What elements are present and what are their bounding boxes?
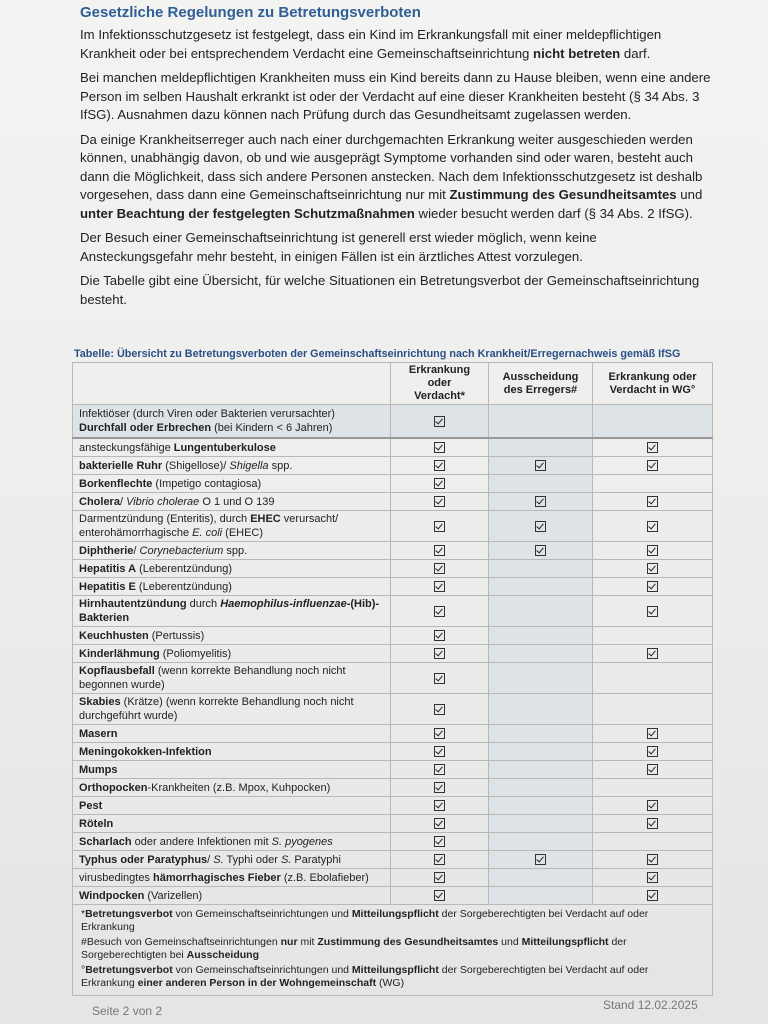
check-cell — [391, 475, 489, 493]
check-cell — [489, 833, 593, 851]
check-cell — [391, 645, 489, 663]
table-row — [73, 493, 713, 511]
footnote-2: #Besuch von Gemeinschaftseinrichtungen nur mit Zustimmung des Gesundheitsamtes und Mitteilungspflicht der Sorgeberechtigten bei Ausscheidung — [81, 936, 627, 961]
check-cell — [593, 405, 713, 439]
page-number: Seite 2 von 2 — [92, 1004, 163, 1018]
betretungsverbot-table — [72, 362, 713, 996]
checkbox-icon — [647, 442, 658, 453]
check-cell — [489, 560, 593, 578]
disease-cell: Scharlach oder andere Infektionen mit S. pyogenes — [73, 833, 391, 851]
check-cell — [489, 815, 593, 833]
check-cell — [593, 743, 713, 761]
check-cell — [593, 761, 713, 779]
checkbox-icon — [647, 563, 658, 574]
intro-text — [80, 26, 712, 315]
table-row — [73, 779, 713, 797]
checkbox-icon — [434, 818, 445, 829]
checkbox-icon — [647, 746, 658, 757]
disease-cell: Hepatitis A (Leberentzündung) — [73, 560, 391, 578]
check-cell — [391, 833, 489, 851]
checkbox-icon — [647, 496, 658, 507]
check-cell — [489, 438, 593, 457]
check-cell — [593, 457, 713, 475]
checkbox-icon — [434, 606, 445, 617]
intro-paragraph-2: Bei manchen meldepflichtigen Krankheiten muss ein Kind bereits dann zu Hause bleiben, wenn eine andere Person im selben Haushalt erkrankt ist oder der Verdacht auf eine dieser Krankheiten besteht (§ 34 Abs. 3 IfSG). Ausnahmen dazu können nach Prüfung durch das Gesundheitsamt zugelassen werden. — [80, 70, 711, 122]
check-cell — [391, 743, 489, 761]
disease-cell: Skabies (Krätze) (wenn korrekte Behandlung noch nicht durchgeführt wurde) — [73, 694, 391, 725]
disease-cell: Keuchhusten (Pertussis) — [73, 627, 391, 645]
table-row — [73, 560, 713, 578]
check-cell — [489, 511, 593, 542]
check-cell — [593, 779, 713, 797]
check-cell — [391, 725, 489, 743]
checkbox-icon — [647, 854, 658, 865]
disease-cell: Hirnhautentzündung durch Haemophilus-influenzae-(Hib)-Bakterien — [73, 596, 391, 627]
table-row — [73, 438, 713, 457]
checkbox-icon — [647, 872, 658, 883]
check-cell — [489, 725, 593, 743]
intro-paragraph-4: Der Besuch einer Gemeinschaftseinrichtung ist generell erst wieder möglich, wenn keine Ansteckungsgefahr mehr besteht, in einigen Fällen ist ein ärztliches Attest vorzulegen. — [80, 230, 597, 264]
table-row — [73, 475, 713, 493]
disease-cell: Hepatitis E (Leberentzündung) — [73, 578, 391, 596]
check-cell — [391, 887, 489, 905]
disease-cell: Borkenflechte (Impetigo contagiosa) — [73, 475, 391, 493]
disease-cell: Kinderlähmung (Poliomyelitis) — [73, 645, 391, 663]
check-cell — [489, 851, 593, 869]
footnote-3: °Betretungsverbot von Gemeinschaftseinrichtungen und Mitteilungspflicht der Sorgeberechtigten bei Verdacht auf oder Erkrankung einer anderen Person in der Wohngemeinschaft (WG) — [81, 964, 649, 989]
disease-cell: Cholera/ Vibrio cholerae O 1 und O 139 — [73, 493, 391, 511]
check-cell — [391, 596, 489, 627]
check-cell — [391, 542, 489, 560]
disease-cell: Infektiöser (durch Viren oder Bakterien verursachter) Durchfall oder Erbrechen (bei Kindern < 6 Jahren) — [73, 405, 391, 439]
check-cell — [489, 779, 593, 797]
check-cell — [593, 694, 713, 725]
check-cell — [593, 869, 713, 887]
header-verdacht-wg: Erkrankung oder Verdacht in WG° — [593, 363, 713, 405]
checkbox-icon — [434, 704, 445, 715]
checkbox-icon — [647, 818, 658, 829]
disease-cell: Meningokokken-Infektion — [73, 743, 391, 761]
intro-paragraph-3: Da einige Krankheitserreger auch nach einer durchgemachten Erkrankung weiter ausgeschieden werden können, unabhängig davon, ob und wie ausgeprägt Symptome vorhanden sind oder waren, besteht auch dann die Möglichkeit, dass sich andere Personen anstecken. Nach dem Infektionsschutzgesetz ist deshalb vorgesehen, dass dann eine Gemeinschaftseinrichtung nur mit Zustimmung des Gesundheitsamtes und unter Beachtung der festgelegten Schutzmaßnahmen wieder besucht werden darf (§ 34 Abs. 2 IfSG). — [80, 131, 703, 221]
checkbox-icon — [434, 478, 445, 489]
checkbox-icon — [434, 416, 445, 427]
check-cell — [593, 663, 713, 694]
table-row — [73, 869, 713, 887]
check-cell — [593, 511, 713, 542]
check-cell — [489, 694, 593, 725]
checkbox-icon — [647, 728, 658, 739]
intro-paragraph-1: Im Infektionsschutzgesetz ist festgelegt, dass ein Kind im Erkrankungsfall mit einer meldepflichtigen Krankheit oder bei entsprechendem Verdacht eine Gemeinschaftseinrichtung nicht betreten darf. — [80, 27, 662, 61]
check-cell — [593, 833, 713, 851]
checkbox-icon — [647, 890, 658, 901]
checkbox-icon — [434, 673, 445, 684]
check-cell — [593, 887, 713, 905]
checkbox-icon — [434, 545, 445, 556]
disease-cell: Orthopocken-Krankheiten (z.B. Mpox, Kuhpocken) — [73, 779, 391, 797]
header-empty — [73, 363, 391, 405]
check-cell — [489, 457, 593, 475]
check-cell — [489, 493, 593, 511]
checkbox-icon — [434, 836, 445, 847]
check-cell — [391, 779, 489, 797]
disease-cell: Masern — [73, 725, 391, 743]
checkbox-icon — [535, 521, 546, 532]
checkbox-icon — [647, 545, 658, 556]
check-cell — [391, 457, 489, 475]
check-cell — [391, 493, 489, 511]
check-cell — [593, 493, 713, 511]
checkbox-icon — [434, 581, 445, 592]
table-row — [73, 887, 713, 905]
check-cell — [593, 645, 713, 663]
check-cell — [391, 815, 489, 833]
check-cell — [593, 475, 713, 493]
checkbox-icon — [535, 460, 546, 471]
check-cell — [391, 627, 489, 645]
checkbox-icon — [434, 563, 445, 574]
check-cell — [489, 743, 593, 761]
checkbox-icon — [535, 545, 546, 556]
check-cell — [593, 560, 713, 578]
check-cell — [489, 542, 593, 560]
check-cell — [489, 627, 593, 645]
table-header-row — [73, 363, 713, 405]
checkbox-icon — [434, 764, 445, 775]
table-row — [73, 761, 713, 779]
check-cell — [593, 851, 713, 869]
check-cell — [391, 851, 489, 869]
checkbox-icon — [434, 746, 445, 757]
stand-date: Stand 12.02.2025 — [603, 998, 698, 1012]
check-cell — [593, 725, 713, 743]
table-row — [73, 645, 713, 663]
checkbox-icon — [647, 460, 658, 471]
table-row — [73, 725, 713, 743]
check-cell — [593, 596, 713, 627]
check-cell — [489, 663, 593, 694]
checkbox-icon — [434, 800, 445, 811]
check-cell — [593, 797, 713, 815]
disease-cell: Pest — [73, 797, 391, 815]
checkbox-icon — [535, 496, 546, 507]
check-cell — [489, 596, 593, 627]
checkbox-icon — [647, 606, 658, 617]
table-row — [73, 663, 713, 694]
checkbox-icon — [434, 872, 445, 883]
disease-cell: virusbedingtes hämorrhagisches Fieber (z.B. Ebolafieber) — [73, 869, 391, 887]
table-row — [73, 578, 713, 596]
check-cell — [391, 511, 489, 542]
table-row — [73, 596, 713, 627]
disease-cell: ansteckungsfähige Lungentuberkulose — [73, 438, 391, 457]
check-cell — [593, 438, 713, 457]
disease-cell: Kopflausbefall (wenn korrekte Behandlung noch nicht begonnen wurde) — [73, 663, 391, 694]
checkbox-icon — [647, 648, 658, 659]
table-body — [73, 405, 713, 905]
page-heading: Gesetzliche Regelungen zu Betretungsverboten — [80, 4, 421, 21]
check-cell — [489, 405, 593, 439]
disease-cell: Röteln — [73, 815, 391, 833]
check-cell — [391, 694, 489, 725]
disease-cell: bakterielle Ruhr (Shigellose)/ Shigella spp. — [73, 457, 391, 475]
disease-cell: Windpocken (Varizellen) — [73, 887, 391, 905]
check-cell — [391, 405, 489, 439]
checkbox-icon — [434, 648, 445, 659]
table-row — [73, 457, 713, 475]
check-cell — [391, 560, 489, 578]
disease-cell: Typhus oder Paratyphus/ S. Typhi oder S. Paratyphi — [73, 851, 391, 869]
check-cell — [489, 761, 593, 779]
check-cell — [593, 542, 713, 560]
header-erkrankung-verdacht: Erkrankung oder Verdacht* — [391, 363, 489, 405]
disease-cell: Diphtherie/ Corynebacterium spp. — [73, 542, 391, 560]
check-cell — [391, 578, 489, 596]
checkbox-icon — [647, 521, 658, 532]
checkbox-icon — [434, 630, 445, 641]
checkbox-icon — [647, 800, 658, 811]
table-caption: Tabelle: Übersicht zu Betretungsverboten der Gemeinschaftseinrichtung nach Krankheit/Erregernachweis gemäß IfSG — [74, 348, 681, 360]
disease-cell: Darmentzündung (Enteritis), durch EHEC verursacht/ enterohämorrhagische E. coli (EHEC) — [73, 511, 391, 542]
check-cell — [391, 761, 489, 779]
checkbox-icon — [434, 442, 445, 453]
table-row — [73, 694, 713, 725]
checkbox-icon — [434, 496, 445, 507]
checkbox-icon — [647, 581, 658, 592]
checkbox-icon — [434, 854, 445, 865]
check-cell — [391, 869, 489, 887]
checkbox-icon — [434, 890, 445, 901]
header-ausscheidung: Ausscheidung des Erregers# — [489, 363, 593, 405]
footnotes — [73, 905, 713, 996]
table-row — [73, 833, 713, 851]
check-cell — [391, 438, 489, 457]
checkbox-icon — [535, 854, 546, 865]
table-row — [73, 743, 713, 761]
disease-cell: Mumps — [73, 761, 391, 779]
table-row — [73, 815, 713, 833]
check-cell — [489, 475, 593, 493]
checkbox-icon — [434, 728, 445, 739]
check-cell — [489, 887, 593, 905]
checkbox-icon — [434, 782, 445, 793]
check-cell — [489, 869, 593, 887]
table-row — [73, 627, 713, 645]
table-row — [73, 405, 713, 439]
check-cell — [489, 578, 593, 596]
check-cell — [391, 797, 489, 815]
footnote-row — [73, 905, 713, 996]
check-cell — [593, 578, 713, 596]
intro-paragraph-5: Die Tabelle gibt eine Übersicht, für welche Situationen ein Betretungsverbot der Gemeinschaftseinrichtung besteht. — [80, 273, 700, 307]
table-row — [73, 511, 713, 542]
check-cell — [391, 663, 489, 694]
table-row — [73, 542, 713, 560]
check-cell — [593, 627, 713, 645]
check-cell — [489, 797, 593, 815]
check-cell — [489, 645, 593, 663]
checkbox-icon — [647, 764, 658, 775]
check-cell — [593, 815, 713, 833]
table-row — [73, 851, 713, 869]
checkbox-icon — [434, 460, 445, 471]
footnote-1: *Betretungsverbot von Gemeinschaftseinrichtungen und Mitteilungspflicht der Sorgeberechtigten bei Verdacht auf oder Erkrankung — [81, 908, 649, 933]
checkbox-icon — [434, 521, 445, 532]
table-row — [73, 797, 713, 815]
